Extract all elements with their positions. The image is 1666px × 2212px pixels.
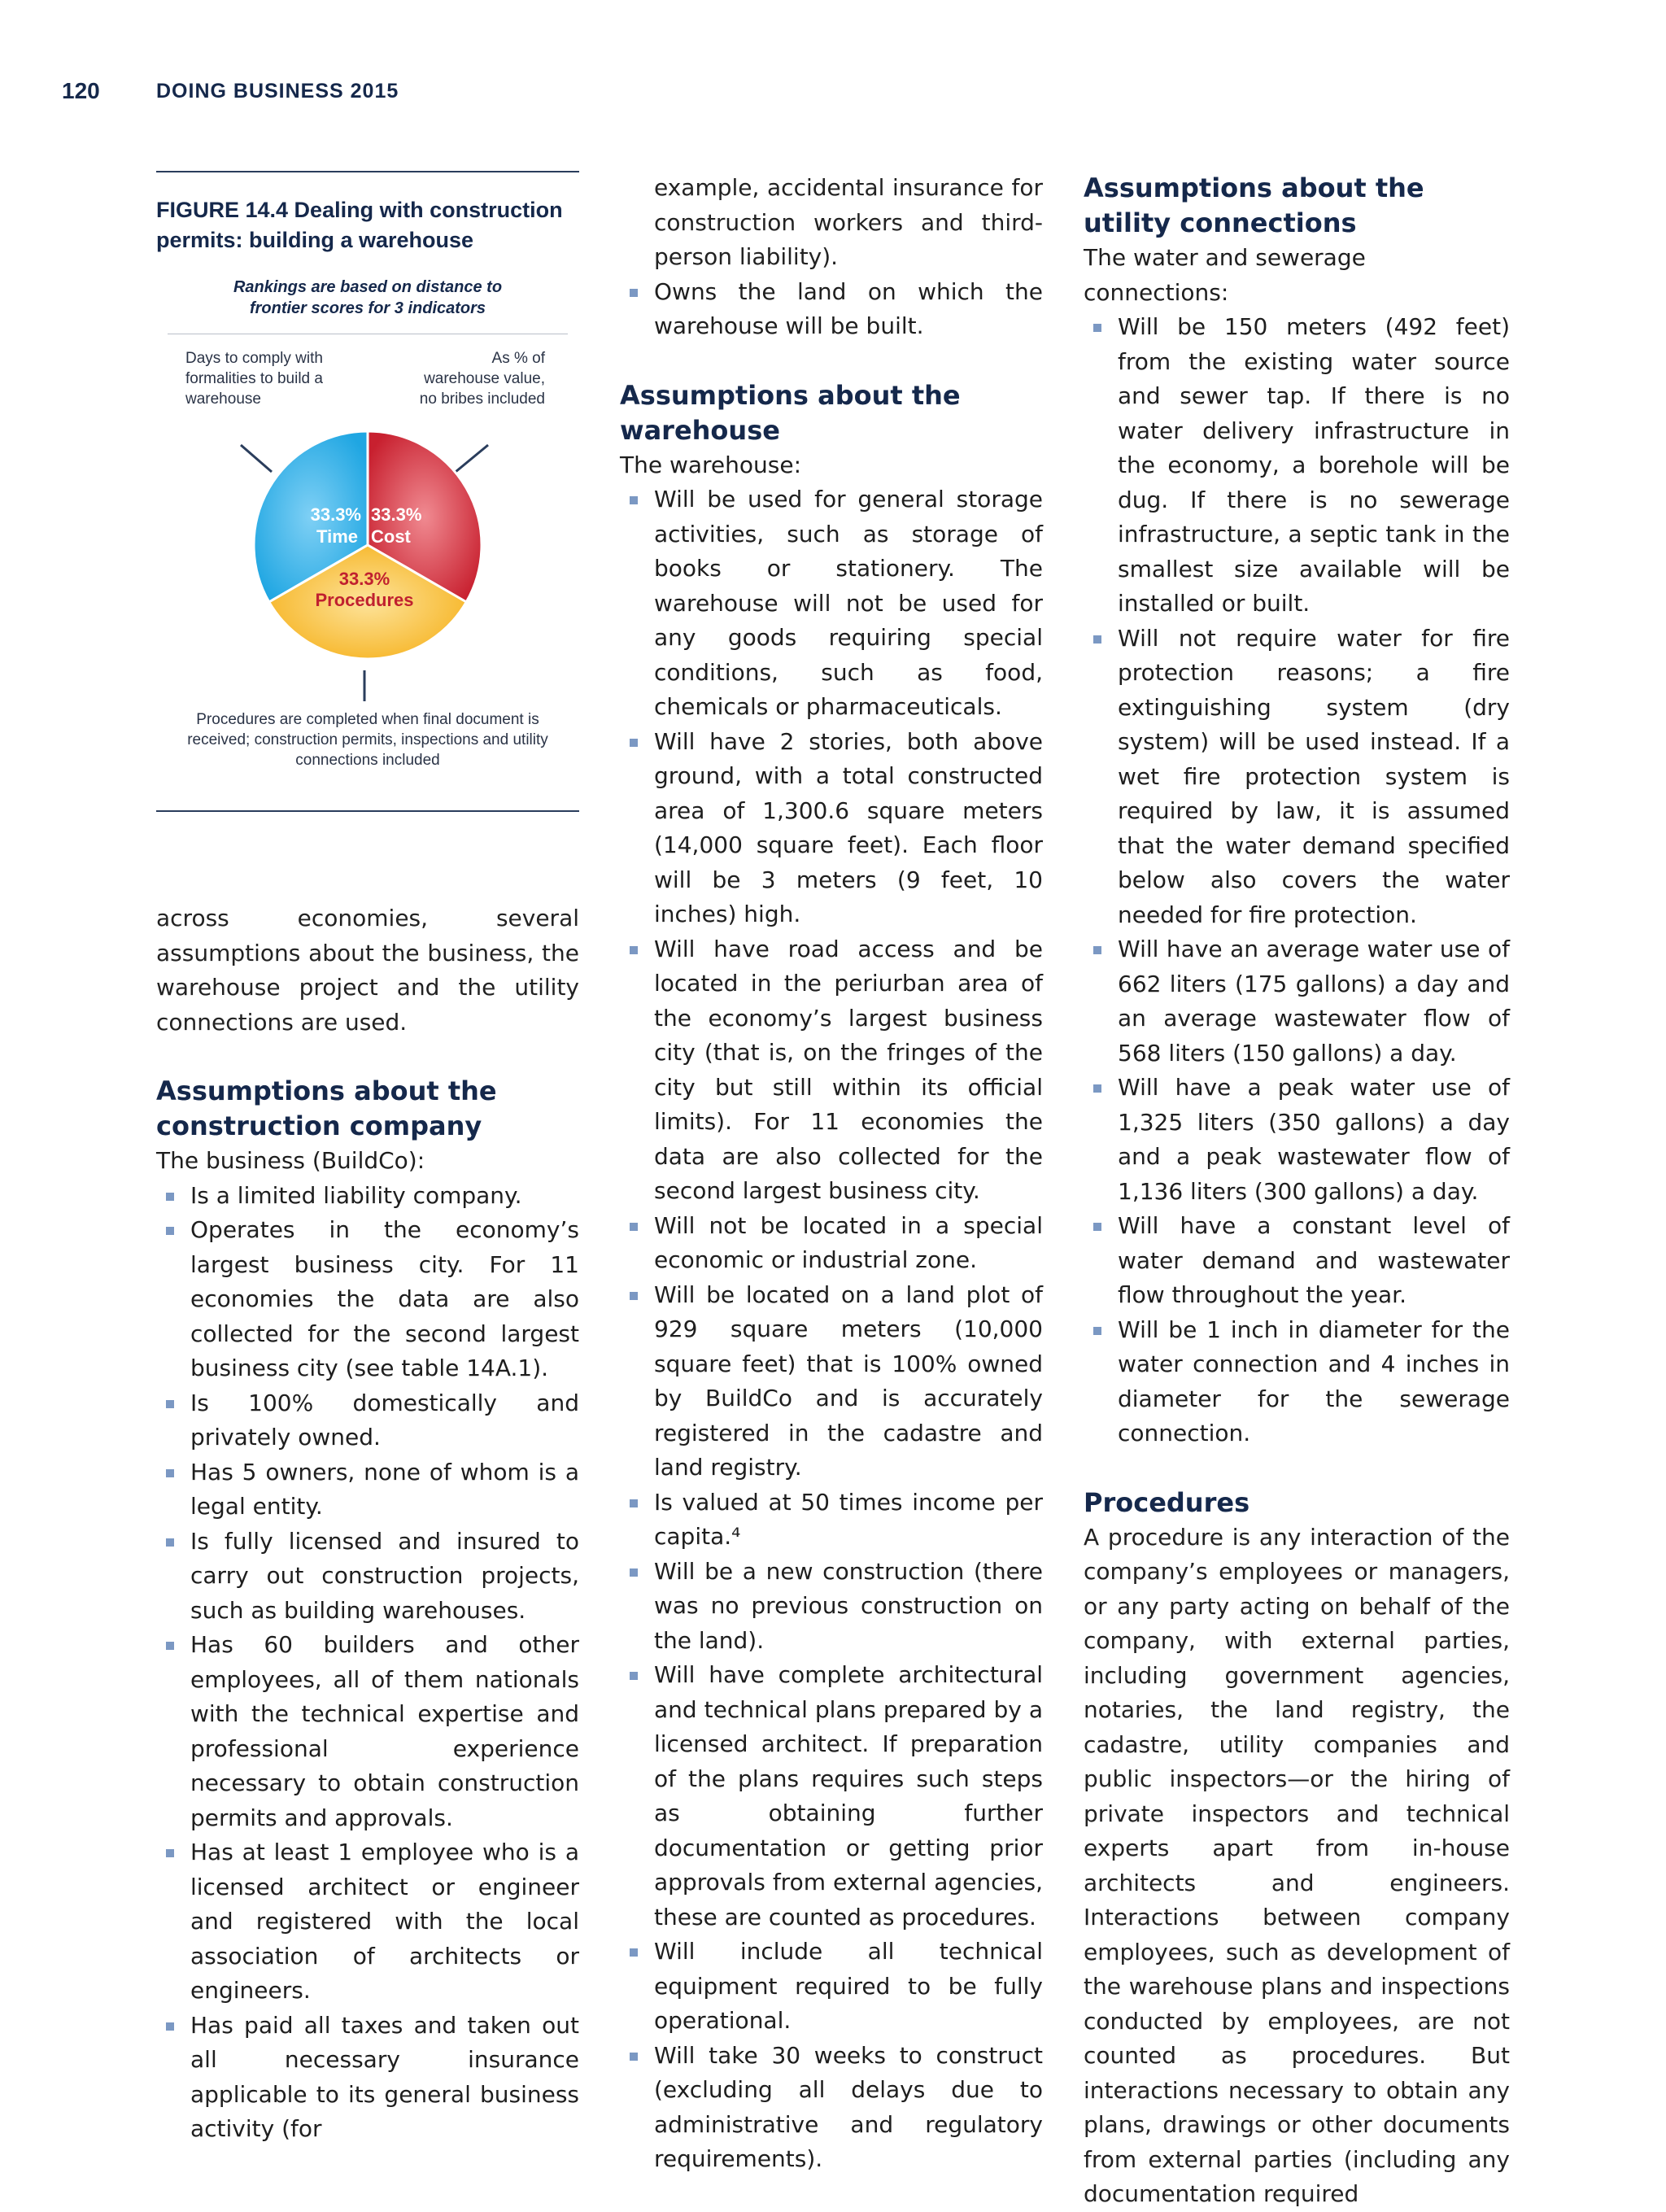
slice-label-cost-name: Cost bbox=[371, 526, 411, 547]
list-item: Will have an average water use of 662 liters (175 gallons) a day and an average wastewater flow of 568 liters (150 gallons) a day. bbox=[1084, 932, 1510, 1071]
leader-line-time bbox=[241, 445, 272, 472]
list-warehouse-assumptions bbox=[620, 482, 1043, 2177]
list-item: Will be 150 meters (492 feet) from the existing water source and sewer tap. If there is no water delivery infrastructure in the economy, a borehole will be dug. If there is no sewerage infrastructure, a septic tank in the smallest size available will be installed or built. bbox=[1084, 310, 1510, 622]
lead-warehouse: The warehouse: bbox=[620, 451, 802, 478]
list-item: Will be used for general storage activities, such as storage of books or stationery. The warehouse will not be used for any goods requiring special conditions, such as food, chemicals or pharmaceuticals. bbox=[620, 482, 1043, 725]
lead-business: The business (BuildCo): bbox=[156, 1147, 425, 1174]
list-company-assumptions-continued bbox=[620, 275, 1043, 344]
heading-warehouse: Assumptions about the warehouse bbox=[620, 379, 961, 446]
list-item: Will have a peak water use of 1,325 liters (350 gallons) a day and a peak wastewater flow of 1,136 liters (300 gallons) a day. bbox=[1084, 1071, 1510, 1209]
slice-label-procedures-pct: 33.3% bbox=[338, 569, 390, 589]
figure-14-4 bbox=[156, 171, 579, 812]
list-item: Will take 30 weeks to construct (excluding all delays due to administrative and regulatory requirements). bbox=[620, 2039, 1043, 2177]
leader-line-cost bbox=[456, 445, 488, 472]
heading-construction-company: Assumptions about the construction company bbox=[156, 1075, 497, 1141]
label-cost-description: As % of warehouse value, no bribes included bbox=[419, 350, 545, 408]
column-middle bbox=[620, 171, 1043, 2177]
list-item: Will not be located in a special economic or industrial zone. bbox=[620, 1209, 1043, 1278]
list-item: Will not require water for fire protection reasons; a fire extinguishing system (dry system) will be used instead. If a wet fire protection system is required by law, it is assumed that the water demand specified below also covers the water needed for fire protection. bbox=[1084, 622, 1510, 933]
continued-text: example, accidental insurance for construction workers and third-person liability). bbox=[654, 174, 1043, 270]
heading-utility-connections: Assumptions about the utility connections bbox=[1084, 172, 1424, 238]
list-item: Is valued at 50 times income per capita.⁴ bbox=[620, 1486, 1043, 1555]
heading-procedures: Procedures bbox=[1084, 1486, 1250, 1518]
list-item: Operates in the economy’s largest business city. For 11 economies the data are also collected for the second largest business city (see table 14A.1). bbox=[156, 1213, 579, 1386]
page-header bbox=[62, 75, 399, 107]
list-item: Has paid all taxes and taken out all necessary insurance applicable to its general business activity (for bbox=[156, 2009, 579, 2147]
list-item: Will be 1 inch in diameter for the water connection and 4 inches in diameter for the sewerage connection. bbox=[1084, 1313, 1510, 1451]
intro-paragraph: across economies, several assumptions about the business, the warehouse project and the utility connections are used. bbox=[156, 905, 579, 1036]
column-left bbox=[156, 171, 579, 2147]
list-item: Will have 2 stories, both above ground, with a total constructed area of 1,300.6 square meters (14,000 square feet). Each floor will be 3 meters (9 feet, 10 inches) high. bbox=[620, 725, 1043, 932]
list-item: Will have complete architectural and technical plans prepared by a licensed architect. If preparation of the plans requires such steps as obtaining further documentation or getting prior approvals from external agencies, these are counted as procedures. bbox=[620, 1658, 1043, 1935]
running-title: DOING BUSINESS 2015 bbox=[156, 79, 399, 103]
slice-label-procedures-name: Procedures bbox=[315, 590, 414, 610]
list-item: Has 5 owners, none of whom is a legal entity. bbox=[156, 1455, 579, 1525]
label-time-description: Days to comply with formalities to build a warehouse bbox=[185, 350, 323, 408]
list-item: Is fully licensed and insured to carry out construction projects, such as building warehouses. bbox=[156, 1525, 579, 1629]
list-item: Will include all technical equipment required to be fully operational. bbox=[620, 1935, 1043, 2039]
label-procedures-description: Procedures are completed when final document is received; construction permits, inspections and utility connections included bbox=[187, 711, 548, 769]
lead-utility: The water and sewerage connections: bbox=[1084, 244, 1366, 306]
figure-subtitle: Rankings are based on distance to frontier scores for 3 indicators bbox=[233, 278, 503, 317]
list-item: Will be located on a land plot of 929 square meters (10,000 square feet) that is 100% owned by BuildCo and is accurately registered in the cadastre and land registry. bbox=[620, 1278, 1043, 1486]
list-utility-assumptions bbox=[1084, 310, 1510, 1451]
slice-label-time-name: Time bbox=[316, 526, 358, 547]
list-item: Is 100% domestically and privately owned. bbox=[156, 1386, 579, 1455]
page-number: 120 bbox=[62, 78, 100, 103]
procedures-paragraph: A procedure is any interaction of the company’s employees or managers, or any party acting on behalf of the company, with external parties, including government agencies, notaries, the land registry, the cadastre, utility companies and public inspectors—or the hiring of private inspectors and technical experts apart from in-house architects and engineers. Interactions between company employees, such as development of the warehouse plans and inspections conducted by employees, are not counted as procedures. But interactions necessary to obtain any plans, drawings or other documents from external parties (including any documentation required bbox=[1084, 1523, 1510, 2207]
slice-label-cost-pct: 33.3% bbox=[371, 504, 422, 525]
slice-label-time-pct: 33.3% bbox=[310, 504, 361, 525]
list-company-assumptions bbox=[156, 1179, 579, 2147]
list-item: Will have road access and be located in the periurban area of the economy’s largest business city (that is, on the fringes of the city but still within its official limits). For 11 economies the data are also collected for the second largest business city. bbox=[620, 932, 1043, 1209]
column-right bbox=[1084, 171, 1510, 2212]
list-item: Will be a new construction (there was no previous construction on the land). bbox=[620, 1555, 1043, 1659]
list-item: Will have a constant level of water demand and wastewater flow throughout the year. bbox=[1084, 1209, 1510, 1313]
list-item: Owns the land on which the warehouse will be built. bbox=[620, 275, 1043, 344]
list-item: Is a limited liability company. bbox=[156, 1179, 579, 1214]
list-item: Has at least 1 employee who is a licensed architect or engineer and registered with the local association of architects or engineers. bbox=[156, 1835, 579, 2009]
list-item: Has 60 builders and other employees, all of them nationals with the technical expertise and professional experience necessary to obtain construction permits and approvals. bbox=[156, 1628, 579, 1835]
figure-title: FIGURE 14.4 Dealing with construction permits: building a warehouse bbox=[156, 198, 563, 252]
